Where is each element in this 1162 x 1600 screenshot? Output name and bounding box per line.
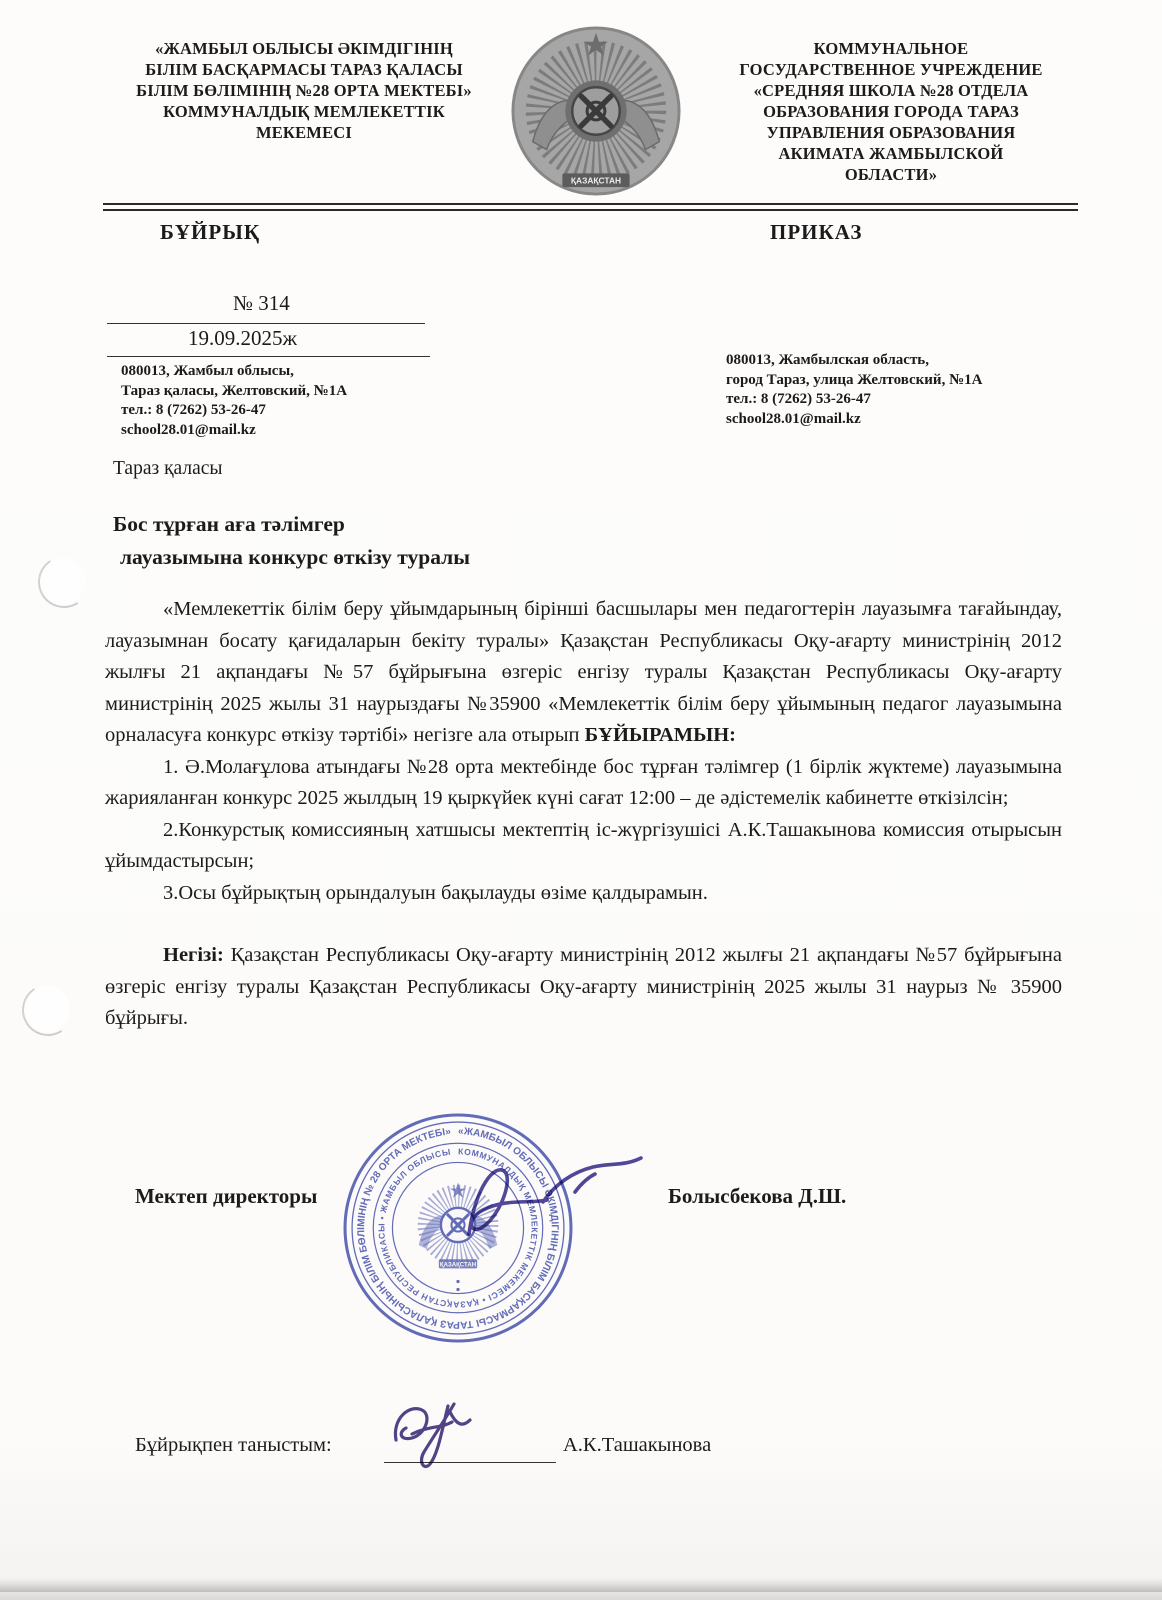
order-date: 19.09.2025ж — [188, 326, 298, 350]
org-name-russian-line: КОММУНАЛЬНОЕ — [813, 39, 969, 58]
order-number: № 314 — [233, 291, 290, 315]
order-place: Тараз қаласы — [113, 458, 223, 479]
body-item-1: 1. Ә.Молағұлова атындағы №28 орта мектебінде бос тұрған тәлімгер (1 бірлік жүктеме) лауазымына жарияланған конкурс 2025 жылдың 19 қыркүйек күні сағат 12:00 – де әдістемелік кабинетте өткізілсін; — [105, 755, 1062, 809]
acknowledgment-name: А.К.Ташакынова — [563, 1434, 712, 1456]
org-name-russian — [690, 38, 1092, 185]
contact-line: 080013, Жамбыл облысы, — [121, 363, 294, 379]
contact-block-russian — [726, 351, 982, 429]
body-item-2: 2.Конкурстық комиссияның хатшысы мектептің іс-жүргізушісі А.К.Ташакынова комиссия отырысын ұйымдастырсын; — [105, 818, 1062, 872]
stamp-inner-ring-text: КОММУНАЛДЫҚ МЕМЛЕКЕТТІК МЕКЕМЕСІ • ҚАЗАҚСТАН РЕСПУБЛИКАСЫ • ЖАМБЫЛ ОБЛЫСЫ — [376, 1146, 540, 1310]
org-name-kazakh — [103, 38, 505, 143]
order-number-rule — [107, 323, 425, 324]
contact-line: 080013, Жамбылская область, — [726, 352, 929, 368]
director-signature-ink — [455, 1148, 660, 1263]
punch-hole-shadow — [17, 979, 79, 1041]
order-verb: БҰЙЫРАМЫН: — [584, 724, 737, 746]
signer-role: Мектеп директоры — [135, 1184, 318, 1208]
acknowledgment-label: Бұйрықпен таныстым: — [135, 1434, 332, 1456]
body-paragraph-preamble — [105, 594, 1062, 752]
acknowledgment-signature-ink — [388, 1392, 503, 1477]
order-label-russian: ПРИКАЗ — [770, 220, 863, 244]
basis-label: Негізі: — [163, 944, 224, 966]
contact-line: school28.01@mail.kz — [121, 421, 256, 438]
org-name-russian-line: ГОСУДАРСТВЕННОЕ УЧРЕЖДЕНИЕ — [739, 60, 1043, 79]
org-name-russian-line: ОБЛАСТИ» — [844, 165, 938, 184]
org-name-russian-line: «СРЕДНЯЯ ШКОЛА №28 ОТДЕЛА — [753, 81, 1029, 100]
emblem-banner-label: ҚАЗАҚСТАН — [570, 175, 622, 186]
order-subject-line2: лауазымына конкурс өткізу туралы — [120, 545, 471, 569]
body-basis — [105, 940, 1062, 1035]
contact-block-kazakh — [121, 362, 347, 440]
order-date-rule — [107, 356, 430, 357]
org-name-russian-line: АКИМАТА ЖАМБЫЛСКОЙ — [778, 144, 1004, 163]
contact-line: school28.01@mail.kz — [726, 410, 861, 427]
stamp-banner-label: ҚАЗАҚСТАН — [439, 1262, 477, 1269]
kazakhstan-state-emblem-icon — [507, 25, 685, 201]
contact-line: тел.: 8 (7262) 53-26-47 — [726, 391, 871, 407]
org-name-kazakh-line: БІЛІМ БАСҚАРМАСЫ ТАРАЗ ҚАЛАСЫ — [145, 60, 463, 79]
body-item-3: 3.Осы бұйрықтың орындалуын бақылауды өзіме қалдырамын. — [163, 881, 708, 904]
order-body — [105, 594, 1062, 1035]
contact-line: город Тараз, улица Желтовский, №1А — [726, 371, 983, 388]
org-name-russian-line: ОБРАЗОВАНИЯ ГОРОДА ТАРАЗ — [763, 102, 1019, 121]
org-name-kazakh-line: «ЖАМБЫЛ ОБЛЫСЫ ӘКІМДІГІНІҢ — [155, 39, 453, 58]
order-label-kazakh: БҰЙРЫҚ — [160, 220, 261, 244]
org-name-russian-line: УПРАВЛЕНИЯ ОБРАЗОВАНИЯ — [766, 123, 1016, 142]
header-separator-rule — [103, 203, 1078, 211]
order-subject-line1: Бос тұрған аға тәлімгер — [113, 512, 345, 536]
preamble-text: «Мемлекеттік білім беру ұйымдарының бірінші басшылары мен педагогтерін лауазымға тағайындау, лауазымнан босату қағидаларын бекіту туралы» Қазақстан Республикасы Оқу-ағарту министрінің 2012 жылғы 21 ақпандағы №57 бұйрығына өзгеріс енгізу туралы Қазақстан Республикасы Оқу-ағарту министрінің 2025 жылы 31 наурыздағы №35900 «Мемлекеттік білім беру ұйымының педагог лауазымына орналасуға конкурс өткізу тәртібі» негізге ала отырып — [105, 598, 1062, 746]
punch-hole-shadow — [33, 551, 95, 613]
basis-text: Қазақстан Республикасы Оқу-ағарту министрінің 2012 жылғы 21 ақпандағы №57 бұйрығына өзгеріс енгізу туралы Қазақстан Республикасы Оқу-ағарту министрінің 2025 жылы 31 наурыз № 35900 бұйрығы. — [105, 944, 1062, 1029]
org-name-kazakh-line: КОММУНАЛДЫҚ МЕМЛЕКЕТТІК — [163, 102, 445, 121]
contact-line: Тараз қаласы, Желтовский, №1А — [121, 382, 348, 399]
org-name-kazakh-line: БІЛІМ БӨЛІМІНІҢ №28 ОРТА МЕКТЕБІ» — [136, 81, 472, 100]
contact-line: тел.: 8 (7262) 53-26-47 — [121, 402, 266, 418]
stamp-outer-ring-text: «ЖАМБЫЛ ОБЛЫСЫ ӘКІМДІГІНІҢ БІЛІМ БАСҚАРМАСЫ ТАРАЗ ҚАЛАСЫНЫҢ БІЛІМ БӨЛІМІНІҢ № 28 ОРТА МЕКТЕБІ» — [356, 1126, 560, 1330]
order-subject — [113, 508, 470, 574]
signer-name: Болысбекова Д.Ш. — [668, 1184, 847, 1208]
org-name-kazakh-line: МЕКЕМЕСІ — [255, 123, 353, 142]
scan-bottom-edge — [0, 1578, 1162, 1592]
